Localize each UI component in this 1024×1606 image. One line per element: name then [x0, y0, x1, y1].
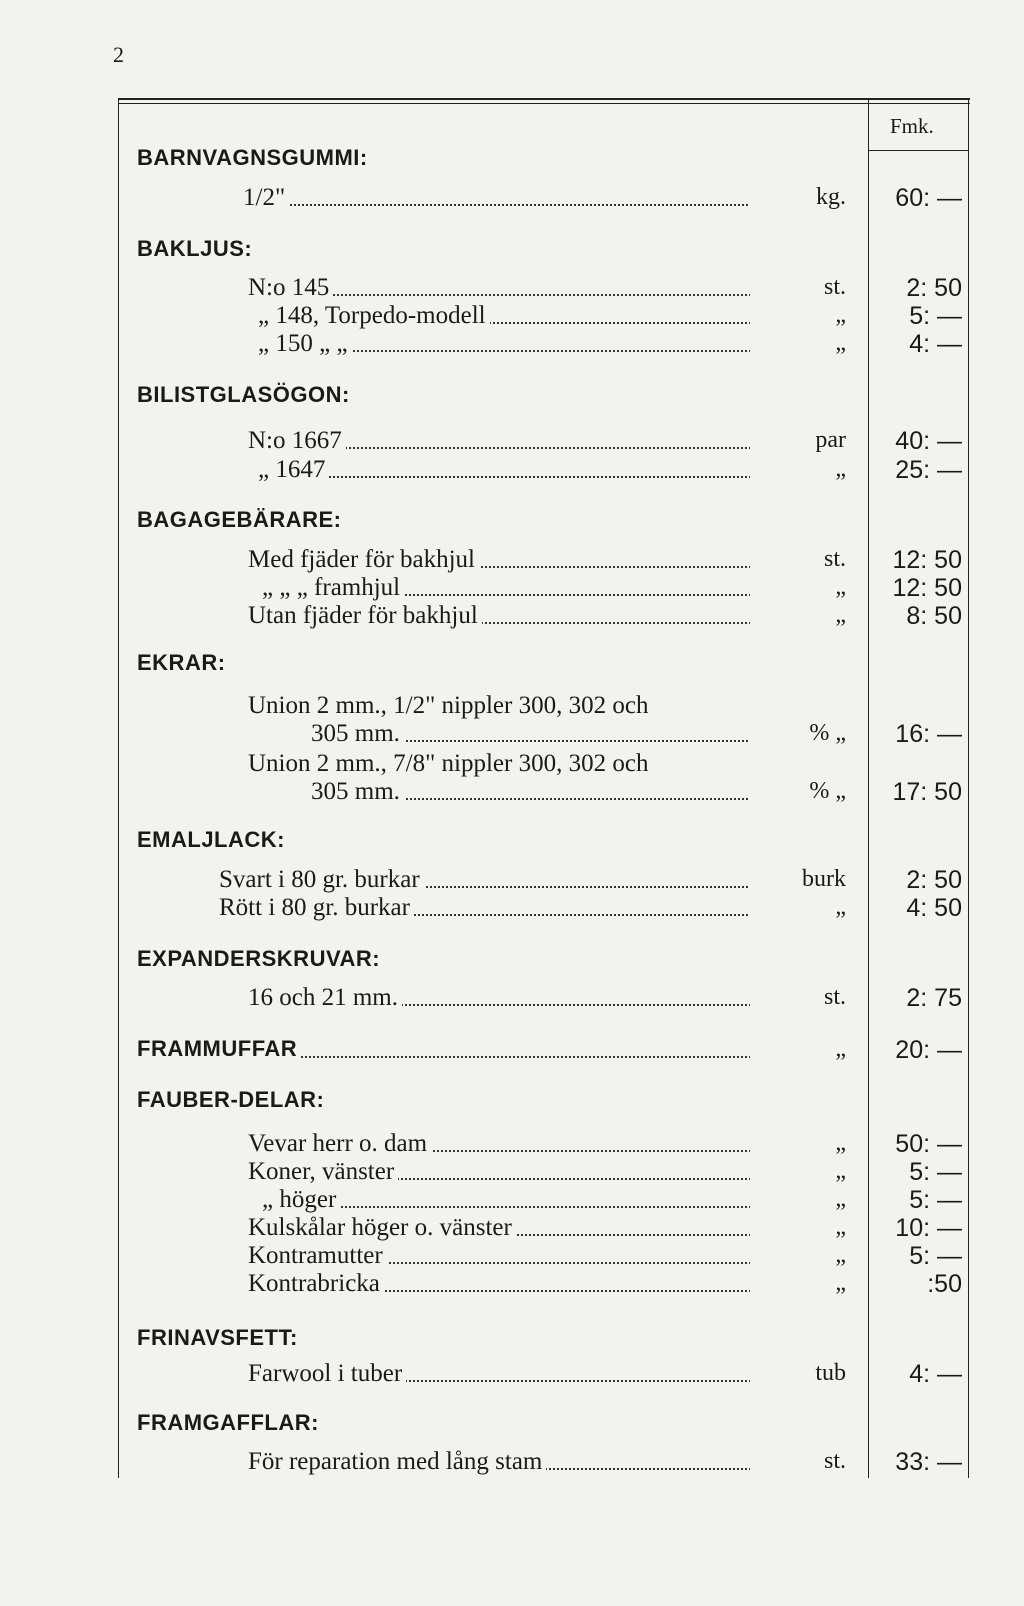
item-name: Rött i 80 gr. burkar	[219, 894, 414, 922]
item-name: „ 1647	[258, 456, 329, 484]
item-name: „ höger	[262, 1186, 340, 1214]
item-name: Vevar herr o. dam	[248, 1130, 431, 1158]
price: 5: —	[909, 1242, 962, 1270]
price: 4: —	[909, 330, 962, 358]
unit: „	[750, 602, 846, 629]
unit: „	[750, 894, 846, 921]
item-name: Med fjäder för bakhjul	[248, 546, 479, 574]
item-name: Kontrabricka	[248, 1270, 384, 1298]
section-bilistglasogon: BILISTGLASÖGON:	[137, 382, 350, 407]
unit: „	[750, 574, 846, 601]
currency-header: Fmk.	[890, 114, 934, 138]
price: 2: 50	[906, 274, 962, 302]
item-name: 305 mm.	[311, 778, 404, 806]
unit: „	[750, 330, 846, 357]
price: 16: —	[895, 720, 962, 748]
price: 5: —	[909, 302, 962, 330]
item-name: För reparation med lång stam	[248, 1448, 546, 1476]
top-rule-thin	[118, 103, 970, 104]
unit: st.	[750, 546, 846, 573]
item-name: N:o 1667	[248, 427, 346, 455]
item-name: „ 150 „ „	[258, 330, 352, 358]
leader-dots	[262, 1206, 803, 1208]
page-number: 2	[113, 42, 124, 67]
unit: st.	[750, 1448, 846, 1475]
unit: „	[750, 302, 846, 329]
section-fauber-delar: FAUBER-DELAR:	[137, 1087, 325, 1112]
unit: „	[750, 1214, 846, 1241]
left-border	[118, 98, 119, 1478]
price: 50: —	[895, 1130, 962, 1158]
section-barnvagnsgummi: BARNVAGNSGUMMI:	[137, 145, 368, 170]
unit: „	[750, 1242, 846, 1269]
price: 4: —	[909, 1360, 962, 1388]
unit: st.	[750, 274, 846, 301]
item-name: Utan fjäder för bakhjul	[248, 602, 482, 630]
item-name: Svart i 80 gr. burkar	[219, 866, 424, 894]
unit: „	[750, 1158, 846, 1185]
price: 60: —	[895, 184, 962, 212]
unit: „	[750, 1036, 846, 1063]
top-rule	[118, 98, 970, 100]
item-name: „ „ „ framhjul	[262, 574, 404, 602]
price: 8: 50	[906, 602, 962, 630]
item-name: Farwool i tuber	[248, 1360, 406, 1388]
unit: % „	[750, 778, 846, 805]
section-expanderskruvar: EXPANDERSKRUVAR:	[137, 946, 381, 971]
item-name: Koner, vänster	[248, 1158, 398, 1186]
section-emaljlack: EMALJLACK:	[137, 827, 285, 852]
price: 5: —	[909, 1186, 962, 1214]
price: 40: —	[895, 427, 962, 455]
unit: „	[750, 1270, 846, 1297]
section-frammuffar: FRAMMUFFAR	[137, 1036, 301, 1062]
section-framgafflar: FRAMGAFFLAR:	[137, 1410, 319, 1435]
price: 20: —	[895, 1036, 962, 1064]
unit: „	[750, 1130, 846, 1157]
price: 12: 50	[892, 574, 962, 602]
price: 10: —	[895, 1214, 962, 1242]
price: 4: 50	[906, 894, 962, 922]
right-border	[968, 98, 969, 1478]
unit: „	[750, 456, 846, 483]
unit: par	[750, 427, 846, 454]
price: 33: —	[895, 1448, 962, 1476]
item-name-line1: Union 2 mm., 1/2" nippler 300, 302 och	[248, 692, 649, 719]
unit: % „	[750, 720, 846, 747]
unit: kg.	[750, 184, 846, 211]
unit: tub	[750, 1360, 846, 1387]
item-name: Kulskålar höger o. vänster	[248, 1214, 516, 1242]
price: 2: 75	[906, 984, 962, 1012]
price: :50	[927, 1270, 962, 1298]
section-bagagebarare: BAGAGEBÄRARE:	[137, 507, 342, 532]
item-name: Kontramutter	[248, 1242, 387, 1270]
section-ekrar: EKRAR:	[137, 650, 226, 675]
leader-dots	[258, 476, 803, 478]
unit: st.	[750, 984, 846, 1011]
item-name: 16 och 21 mm.	[248, 984, 402, 1012]
unit: „	[750, 1186, 846, 1213]
section-frinavsfett: FRINAVSFETT:	[137, 1325, 298, 1350]
item-name: 1/2"	[243, 184, 289, 212]
price: 25: —	[895, 456, 962, 484]
item-name: N:o 145	[248, 274, 333, 302]
price: 2: 50	[906, 866, 962, 894]
leader-dots	[243, 204, 803, 206]
item-name: „ 148, Torpedo-modell	[258, 302, 490, 330]
section-bakljus: BAKLJUS:	[137, 236, 253, 261]
item-name-line1: Union 2 mm., 7/8" nippler 300, 302 och	[248, 750, 649, 777]
currency-header-rule	[868, 150, 968, 151]
unit: burk	[750, 866, 846, 893]
price: 12: 50	[892, 546, 962, 574]
price: 5: —	[909, 1158, 962, 1186]
price: 17: 50	[892, 778, 962, 806]
item-name: 305 mm.	[311, 720, 404, 748]
